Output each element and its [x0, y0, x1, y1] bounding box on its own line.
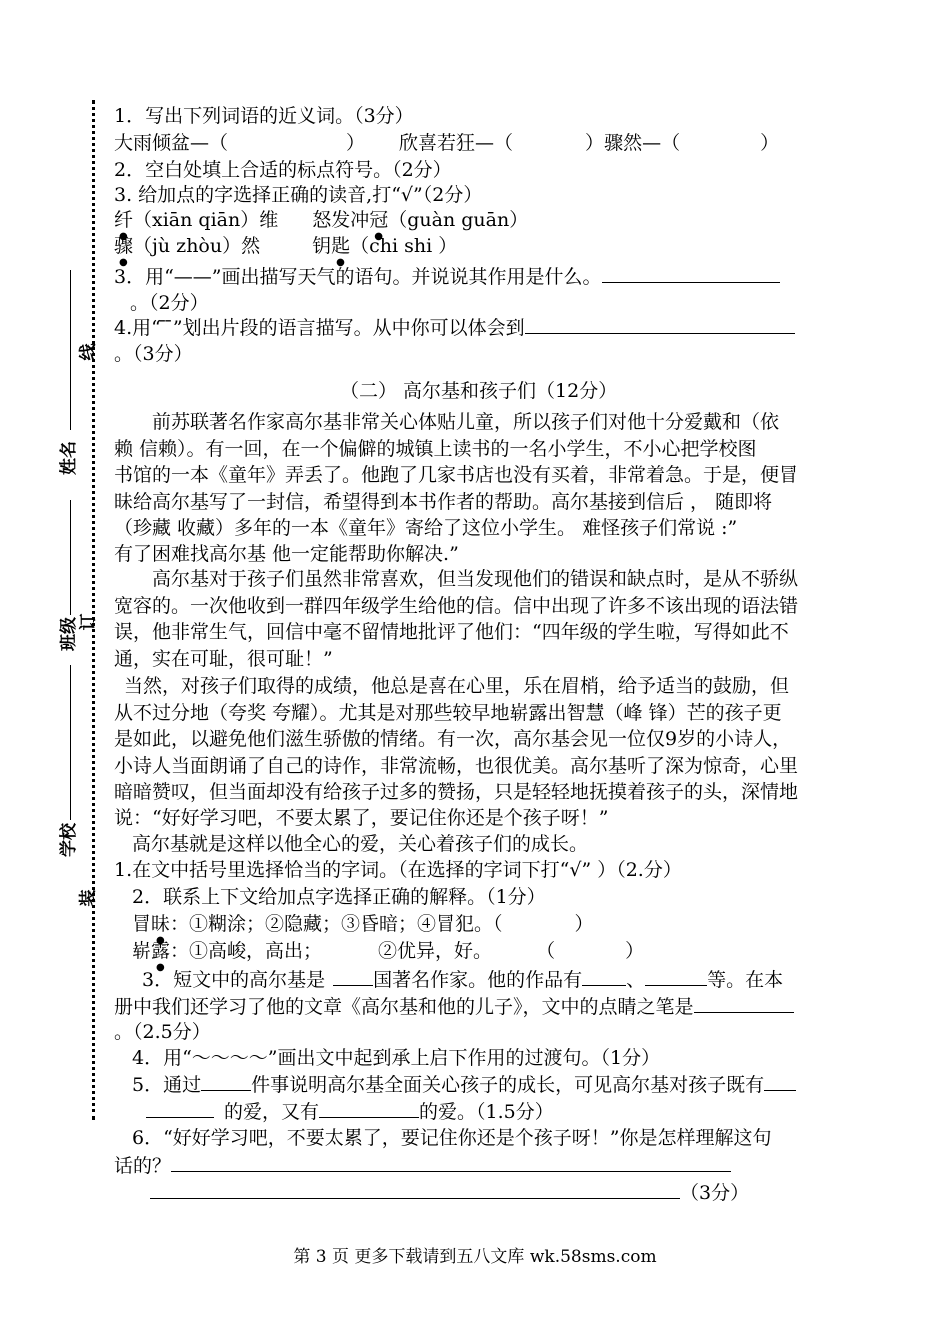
binding-label-ding: 订	[78, 613, 99, 631]
q4-text: 4.用“ ̄ ̄”划出片段的语言描写。从中你可以体会到	[114, 315, 795, 340]
page-footer: 第 3 页 更多下载请到五八文库 wk.58sms.com	[293, 1247, 657, 1267]
q2-title: 2．空白处填上合适的标点符号。（2分）	[114, 159, 452, 181]
pq5-blank-count[interactable]	[201, 1072, 251, 1091]
pq3-line1: 3．短文中的高尔基是 国著名作家。他的作品有 、 等。在本	[142, 969, 784, 991]
dotted-char: 昧	[151, 913, 171, 935]
pq2: 2．联系上下文给加点字选择正确的解释。（1分）	[132, 886, 546, 908]
dotted-char: 纤	[114, 209, 134, 231]
passage-line: 小诗人当面朗诵了自己的诗作，非常流畅，也很优美。高尔基听了深为惊奇，心里	[114, 755, 799, 777]
dotted-char: 匙	[331, 235, 351, 257]
pq5-blank-love1[interactable]	[764, 1072, 796, 1091]
pq3-blank-work1[interactable]	[582, 967, 626, 986]
name-label: 姓名	[59, 441, 79, 475]
passage-line: 昧给高尔基写了一封信，希望得到本书作者的帮助。高尔基接到信后 ， 随即将	[114, 491, 773, 513]
passage-title: （二） 高尔基和孩子们（12分）	[340, 380, 618, 402]
pq3-line3: 。（2.5分）	[114, 1021, 211, 1043]
pq6-line2: 话的？	[114, 1153, 731, 1178]
q3-row2: 骤（jù zhòu）然 钥匙（chi shi ）	[114, 235, 458, 257]
q1-title: 1．写出下列词语的近义词。（3分）	[114, 105, 414, 127]
passage-line: 高尔基对于孩子们虽然非常喜欢，但当发现他们的错误和缺点时，是从不骄纵	[152, 568, 799, 590]
binding-dotted-line	[92, 100, 95, 1120]
pq5-blank-love2[interactable]	[319, 1099, 419, 1118]
q1-word1: 大雨倾盆—（	[114, 132, 229, 154]
passage-line: 赖 信赖）。有一回，在一个偏僻的城镇上读书的一名小学生，不小心把学校图	[114, 438, 757, 460]
passage-line: 说：“好好学习吧，不要太累了，要记住你还是个孩子呀！”	[114, 807, 609, 829]
pq2-zhanlu: 崭露：①高峻，高出； ②优异，好。 （ ）	[132, 940, 645, 962]
binding-label-zhuang: 装	[78, 889, 99, 907]
dotted-char: 骤	[114, 235, 134, 257]
pq2-maomei: 冒昧：①糊涂；②隐藏；③昏暗；④冒犯。（ ）	[132, 913, 594, 935]
pq6-answer-line2[interactable]	[150, 1180, 680, 1199]
passage-line: 当然，对孩子们取得的成绩，他总是喜在心里，乐在眉梢，给予适当的鼓励，但	[124, 675, 790, 697]
passage-line: 误，他非常生气，回信中毫不留情地批评了他们：“四年级的学生啦，写得如此不	[114, 621, 789, 643]
q4-end: 。（3分）	[114, 343, 193, 365]
pq3-blank-work2[interactable]	[645, 967, 707, 986]
q1-word2: 欣喜若狂—（	[399, 132, 514, 154]
passage-line: 前苏联著名作家高尔基非常关心体贴儿童，所以孩子们对他十分爱戴和（依	[152, 411, 780, 433]
passage-line: 是如此，以避免他们滋生骄傲的情绪。有一次，高尔基会见一位仅9岁的小诗人，	[114, 728, 792, 750]
passage-line: 从不过分地（夸奖 夸耀）。尤其是对那些较早地崭露出智慧（峰 锋）芒的孩子更	[114, 702, 782, 724]
dotted-char: 露	[151, 940, 171, 962]
q3b-text: 3．用“——”画出描写天气的语句。并说说其作用是什么。	[114, 264, 780, 289]
pq6-line3: （3分）	[150, 1180, 749, 1205]
passage-line: 有了困难找高尔基 他一定能帮助你解决.”	[114, 543, 459, 565]
class-line[interactable]	[70, 500, 71, 615]
pq5-line1: 5．通过 件事说明高尔基全面关心孩子的成长，可见高尔基对孩子既有	[132, 1072, 796, 1097]
q4-answer-line[interactable]	[525, 315, 795, 334]
q3-row1: 纤（xiān qiān）维 怒发冲冠（guàn guān）	[114, 209, 529, 231]
pq3-blank-key[interactable]	[694, 994, 794, 1013]
school-line[interactable]	[70, 665, 71, 820]
passage-line: 高尔基就是这样以他全心的爱，关心着孩子们的成长。	[132, 833, 589, 855]
passage-line: 通，实在可耻，很可耻！”	[114, 648, 333, 670]
pq3-line2: 册中我们还学习了他的文章《高尔基和他的儿子》，文中的点睛之笔是	[114, 994, 794, 1019]
pq6-line1: 6．“好好学习吧，不要太累了，要记住你还是个孩子呀！”你是怎样理解这句	[132, 1127, 772, 1149]
binding-label-xian: 线	[78, 343, 99, 361]
pq4: 4．用“～～～～”画出文中起到承上启下作用的过渡句。（1分）	[132, 1047, 661, 1069]
pq3-blank-country[interactable]	[333, 967, 373, 986]
q1-items: 大雨倾盆—（ ） 欣喜若狂—（ ）骤然—（ ）	[114, 132, 780, 154]
pq6-answer-line1[interactable]	[171, 1153, 731, 1172]
dotted-char: 冠	[369, 209, 389, 231]
passage-line: 书馆的一本《童年》弄丢了。他跑了几家书店也没有买着，非常着急。于是，便冒	[114, 464, 799, 486]
pq5-blank-love1-cont[interactable]	[146, 1099, 214, 1118]
passage-line: （珍藏 收藏）多年的一本《童年》寄给了这位小学生。 难怪孩子们常说 :”	[114, 517, 738, 539]
school-label: 学校	[59, 823, 79, 857]
q3-title: 3. 给加点的字选择正确的读音,打“√”（2分）	[114, 184, 483, 206]
q3b-answer-line[interactable]	[602, 264, 780, 283]
class-label: 班级	[59, 617, 79, 651]
pq5-line2: 的爱，又有 的爱。（1.5分）	[146, 1099, 554, 1124]
passage-line: 暗暗赞叹，但当面却没有给孩子过多的赞扬，只是轻轻地抚摸着孩子的头，深情地	[114, 781, 799, 803]
q3b-end: 。（2分）	[130, 292, 209, 314]
q1-word3: 骤然—（	[604, 132, 681, 154]
name-line[interactable]	[70, 270, 71, 430]
pq1: 1.在文中括号里选择恰当的字词。（在选择的字词下打“√” ）（2.分）	[114, 859, 682, 881]
passage-line: 宽容的。一次他收到一群四年级学生给他的信。信中出现了许多不该出现的语法错	[114, 595, 799, 617]
